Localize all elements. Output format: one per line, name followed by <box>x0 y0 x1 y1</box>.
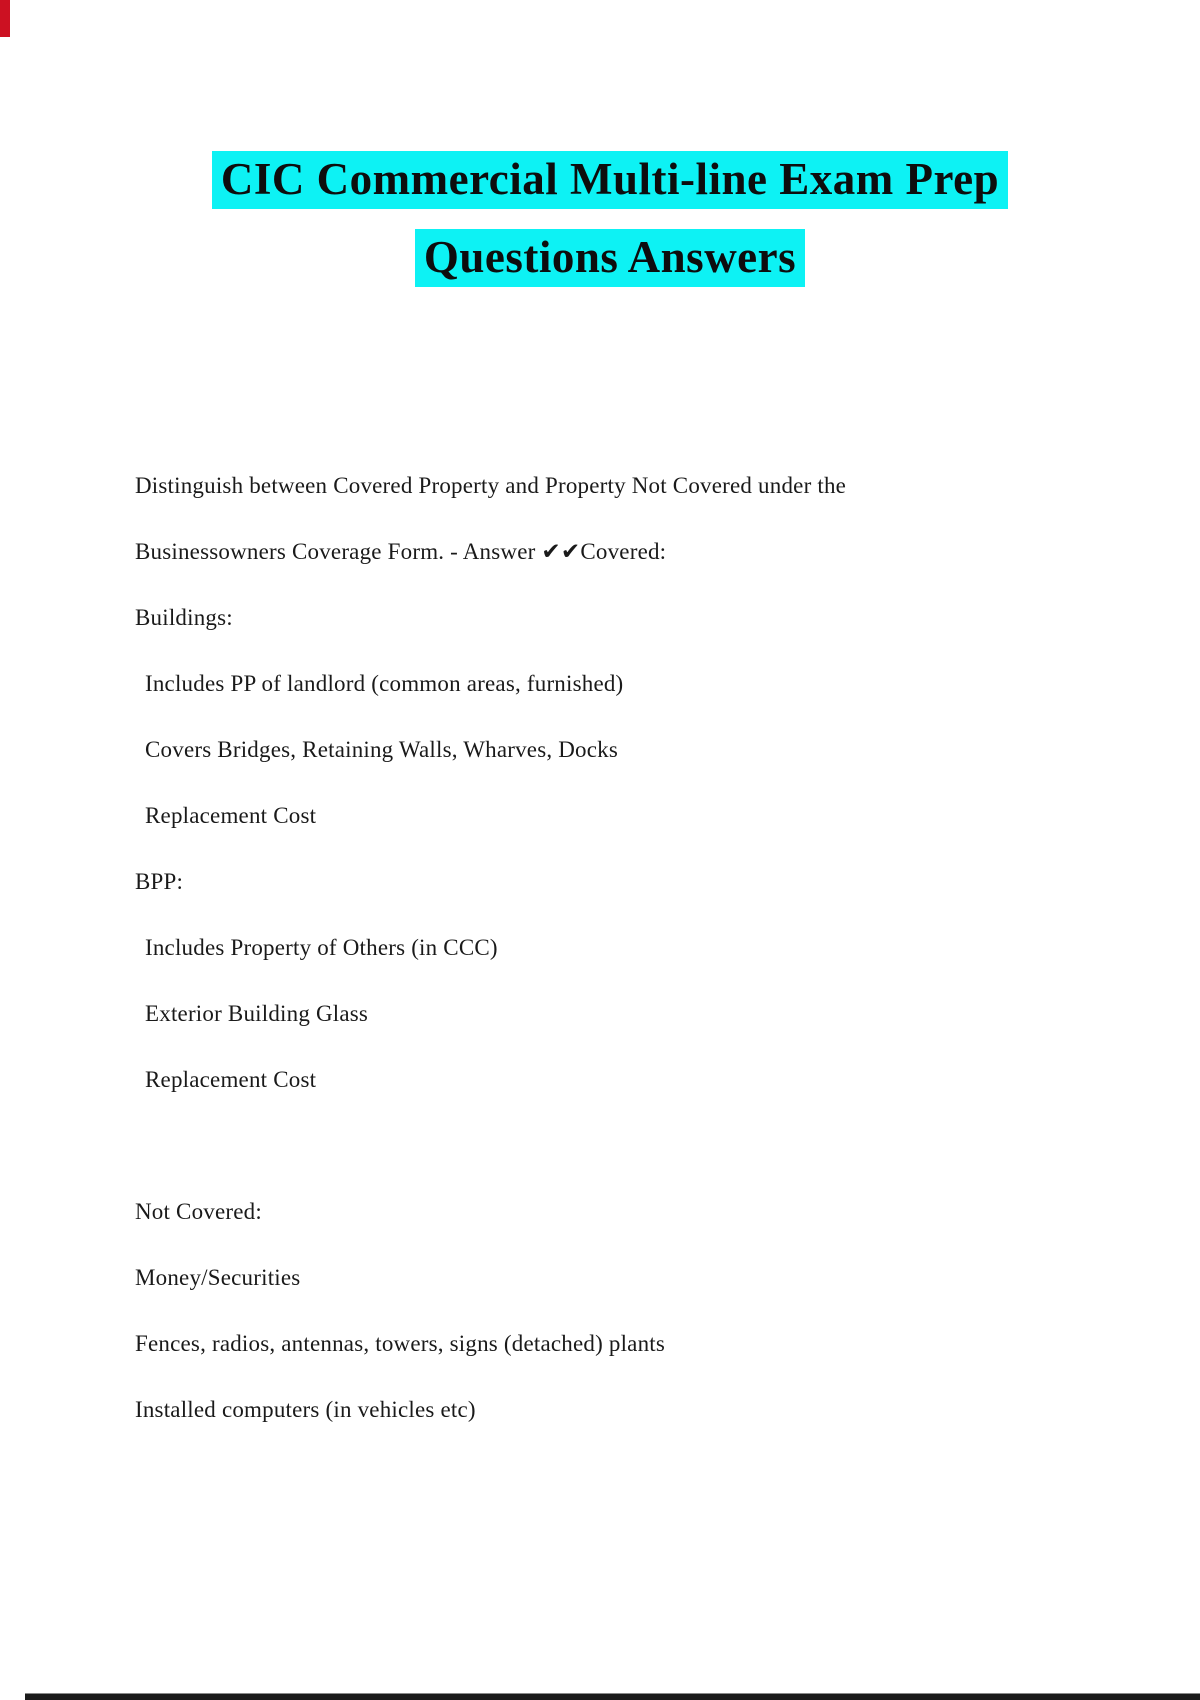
title-line-2: Questions Answers <box>415 229 805 287</box>
body-line: Exterior Building Glass <box>145 1001 369 1026</box>
body-line: Distinguish between Covered Property and Property Not Covered under the <box>135 473 847 498</box>
document-body <box>135 453 1140 1443</box>
body-line: Money/Securities <box>135 1265 301 1290</box>
title-line-1-wrap <box>10 140 1200 218</box>
body-line: Not Covered: <box>135 1199 262 1224</box>
body-line: Installed computers (in vehicles etc) <box>135 1397 476 1422</box>
body-line: Fences, radios, antennas, towers, signs (detached) plants <box>135 1331 666 1356</box>
red-corner-mark <box>0 0 10 37</box>
title-line-1: CIC Commercial Multi-line Exam Prep <box>212 151 1008 209</box>
page-bottom-divider <box>25 1693 1200 1700</box>
body-line: Includes PP of landlord (common areas, furnished) <box>145 671 624 696</box>
body-line: Replacement Cost <box>145 803 317 828</box>
body-line: Covers Bridges, Retaining Walls, Wharves, Docks <box>145 737 619 762</box>
document-title <box>10 140 1200 296</box>
title-line-2-wrap <box>10 218 1200 296</box>
body-line-blank <box>135 1113 1140 1179</box>
body-line: Businessowners Coverage Form. - Answer ✔✔Covered: <box>135 539 667 564</box>
body-line: Includes Property of Others (in CCC) <box>145 935 498 960</box>
body-line: BPP: <box>135 869 184 894</box>
body-line: Replacement Cost <box>145 1067 317 1092</box>
body-line: Buildings: <box>135 605 233 630</box>
